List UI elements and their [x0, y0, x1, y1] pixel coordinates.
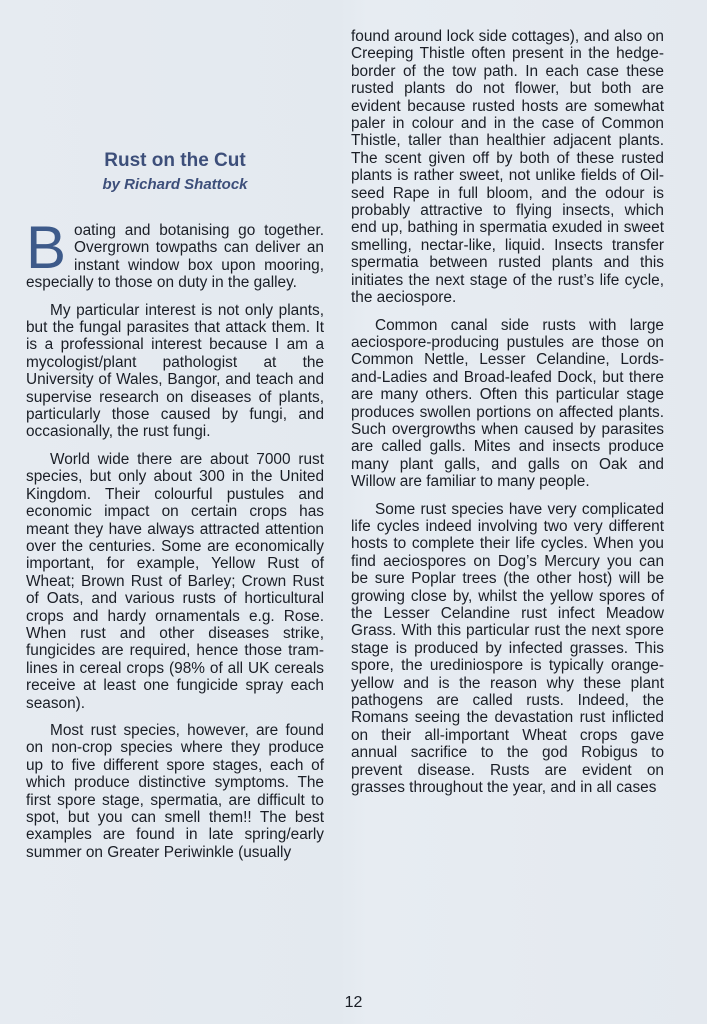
paragraph-1 — [26, 214, 324, 292]
paragraph-5: Common canal side rusts with large aeciospore-producing pustules are those on Common Nettle, Lesser Celandine, Lords-and-Ladies and Broad-leafed Dock, but there are many others. Often this particular stage produces swollen portions on affected plants. Such overgrowths when caused by parasites are called galls. Mites and insects produce many plant galls, and galls on Oak and Willow are familiar to many people. — [351, 316, 664, 491]
drop-cap: B — [26, 214, 67, 281]
paragraph-4-continued: found around lock side cottages), and also on Creeping Thistle often present in the hedge-border of the tow path. In each case these rusted plants do not flower, but both are evident because rusted hosts are somewhat paler in colour and in the case of Common Thistle, taller than healthier adjacent plants. The scent given off by both of these rusted plants is rather sweet, not unlike fields of Oil-seed Rape in full bloom, and the odour is probably attractive to flying insects, which end up, bathing in spermatia exuded in sweet smelling, nectar-like, liquid. Insects transfer spermatia between rusted plants and this initiates the next stage of the rust’s life cycle, the aeciospore. — [351, 28, 664, 307]
right-column — [351, 28, 664, 806]
article-header — [26, 150, 324, 194]
left-column — [26, 214, 324, 871]
article-byline: by Richard Shattock — [102, 176, 248, 193]
paragraph-1-text: oating and botanising go together. Overgrown towpaths can deliver an instant window box upon mooring, especially to those on duty in the galley. — [26, 222, 324, 292]
article-title: Rust on the Cut — [104, 150, 246, 171]
page-number: 12 — [344, 994, 363, 1011]
paragraph-4: Most rust species, however, are found on non-crop species where they produce up to five different spore stages, each of which produce distinctive symptoms. The first spore stage, spermatia, are difficult to spot, but you can smell them!! The best examples are found in late spring/early summer on Greater Periwinkle (usually — [26, 721, 324, 861]
paragraph-6: Some rust species have very complicated life cycles indeed involving two very different hosts to complete their life cycles. When you find aeciospores on Dog’s Mercury you can be sure Poplar trees (the other host) will be growing close by, whilst the yellow spores of the Lesser Celandine rust infect Meadow Grass. With this particular rust the next spore stage is produced by infected grasses. This spore, the urediniospore is typically orange-yellow and is the reason why these plant pathogens are called rusts. Indeed, the Romans seeing the devastation rust inflicted on their all-important Wheat crops gave annual sacrifice to the god Robigus to prevent disease. Rusts are evident on grasses throughout the year, and in all cases — [351, 500, 664, 797]
paragraph-2: My particular interest is not only plants, but the fungal parasites that attack them. It is a professional interest because I am a mycologist/plant pathologist at the University of Wales, Bangor, and teach and supervise research on diseases of plants, particularly those caused by fungi, and occasionally, the rust fungi. — [26, 301, 324, 441]
paragraph-3: World wide there are about 7000 rust species, but only about 300 in the United Kingdom. Their colourful pustules and economic impact on certain crops has meant they have always attracted attention over the centuries. Some are economically important, for example, Yellow Rust of Wheat; Brown Rust of Barley; Crown Rust of Oats, and various rusts of horticultural crops and hardy ornamentals e.g. Rose. When rust and other diseases strike, fungicides are required, hence those tram-lines in cereal crops (98% of all UK cereals receive at least one fungicide spray each season). — [26, 450, 324, 712]
